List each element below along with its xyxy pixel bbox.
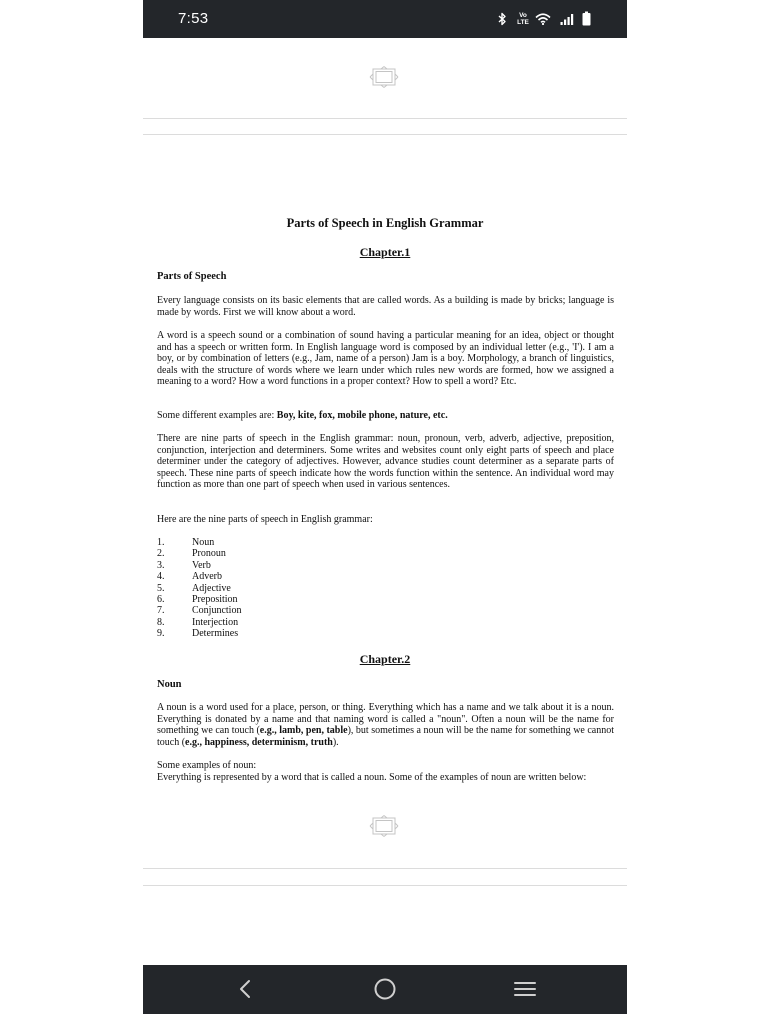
- list-item: [157, 628, 457, 639]
- paragraph-4: There are nine parts of speech in the English grammar: noun, pronoun, verb, adverb, adjective, preposition, conjunction, interjection and determiners. Some writes and websites count only eight parts of speech and place determiner under the category of adjectives. However, advance studies count determiner as a separate parts of speech. These nine parts of speech indicate how the words function within the sentence. An individual word may function as more than one part of speech when used in various sentences.: [157, 433, 614, 490]
- volte-icon: [516, 12, 530, 26]
- signal-icon: [560, 13, 574, 25]
- list-number: 3.: [157, 559, 165, 571]
- section-heading-parts-of-speech: Parts of Speech: [157, 271, 227, 282]
- back-icon[interactable]: [239, 979, 251, 999]
- parts-of-speech-list: [157, 537, 457, 640]
- list-number: 5.: [157, 582, 165, 594]
- list-label: Determines: [192, 628, 239, 640]
- list-number: 2.: [157, 548, 165, 560]
- list-item: [157, 548, 457, 559]
- status-time: 7:53: [178, 10, 209, 27]
- list-label: Verb: [192, 559, 211, 571]
- bluetooth-icon: [497, 12, 507, 26]
- list-item: [157, 583, 457, 594]
- noun-examples-untouchable: e.g., happiness, determinism, truth: [185, 736, 333, 748]
- page-ornament-icon: [369, 66, 399, 88]
- volte-label-bottom: LTE: [517, 19, 529, 26]
- noun-examples-touchable: e.g., lamb, pen, table: [259, 725, 348, 736]
- chapter-1-heading: Chapter.1: [359, 245, 411, 259]
- status-bar: [143, 0, 627, 38]
- list-number: 4.: [157, 571, 165, 583]
- list-item: [157, 594, 457, 605]
- paragraph-list-intro: Here are the nine parts of speech in English grammar:: [157, 514, 373, 525]
- list-item: [157, 605, 457, 616]
- list-label: Noun: [192, 537, 215, 548]
- list-number: 1.: [157, 537, 165, 548]
- list-number: 9.: [157, 628, 165, 640]
- examples-prefix: Some different examples are:: [157, 410, 277, 421]
- noun-text-1: A noun is a word used for a place, person, or thing. Everything which has a name and we talk about it is a noun. Everything is donated by a name and that naming word is called a "noun". Often a noun will be the name for something we can touch (: [157, 702, 614, 736]
- list-number: 8.: [157, 616, 165, 628]
- phone-screen: [143, 0, 627, 1014]
- list-number: 7.: [157, 605, 165, 617]
- list-item: [157, 560, 457, 571]
- list-label: Pronoun: [192, 548, 226, 560]
- page-separator: [143, 885, 627, 886]
- battery-icon: [582, 11, 591, 26]
- page-separator: [143, 118, 627, 119]
- noun-text-3: ).: [332, 736, 339, 748]
- list-item: [157, 571, 457, 582]
- section-heading-noun: Noun: [157, 679, 182, 690]
- navigation-bar: [143, 965, 627, 1014]
- document-title: Parts of Speech in English Grammar: [286, 216, 484, 230]
- examples-bold: Boy, kite, fox, mobile phone, nature, etc.: [276, 410, 448, 421]
- paragraph-1: Every language consists on its basic elements that are called words. As a building is made by bricks; language is made by words. First we will know about a word.: [157, 295, 614, 318]
- volte-label-top: Vo: [519, 12, 527, 19]
- page-separator: [143, 868, 627, 869]
- list-item: [157, 537, 457, 548]
- noun-text-2: ), but sometimes a noun will be the name for something we cannot touch (: [157, 725, 615, 748]
- list-item: [157, 617, 457, 628]
- paragraph-noun-examples-heading: Some examples of noun:: [157, 760, 257, 771]
- paragraph-noun-definition: [157, 702, 614, 748]
- list-label: Conjunction: [192, 605, 242, 617]
- home-icon[interactable]: [374, 978, 396, 1000]
- recent-apps-icon[interactable]: [514, 981, 536, 997]
- list-label: Preposition: [192, 593, 238, 605]
- list-number: 6.: [157, 593, 165, 605]
- chapter-2-heading: Chapter.2: [359, 652, 411, 666]
- wifi-icon: [535, 13, 551, 25]
- list-label: Adverb: [192, 571, 222, 583]
- paragraph-2: A word is a speech sound or a combination of sound having a particular meaning for an idea, object or thought and has a speech or written form. In English language word is composed by an individual letter (e.g., 'I'). I am a boy, or by combination of letters (e.g., Jam, name of a person) Jam is a boy. Morphology, a branch of linguistics, deals with the structure of words where we learn under which rules new words are formed, how we assigned a meaning to a word? How a word functions in a proper context? How to spell a word? Etc.: [157, 330, 614, 387]
- paragraph-examples: [157, 410, 614, 422]
- list-label: Adjective: [192, 582, 231, 594]
- page-separator: [143, 134, 627, 135]
- list-label: Interjection: [192, 616, 239, 628]
- paragraph-noun-examples-intro: Everything is represented by a word that is called a noun. Some of the examples of noun are written below:: [157, 772, 587, 783]
- page-ornament-icon: [369, 815, 399, 837]
